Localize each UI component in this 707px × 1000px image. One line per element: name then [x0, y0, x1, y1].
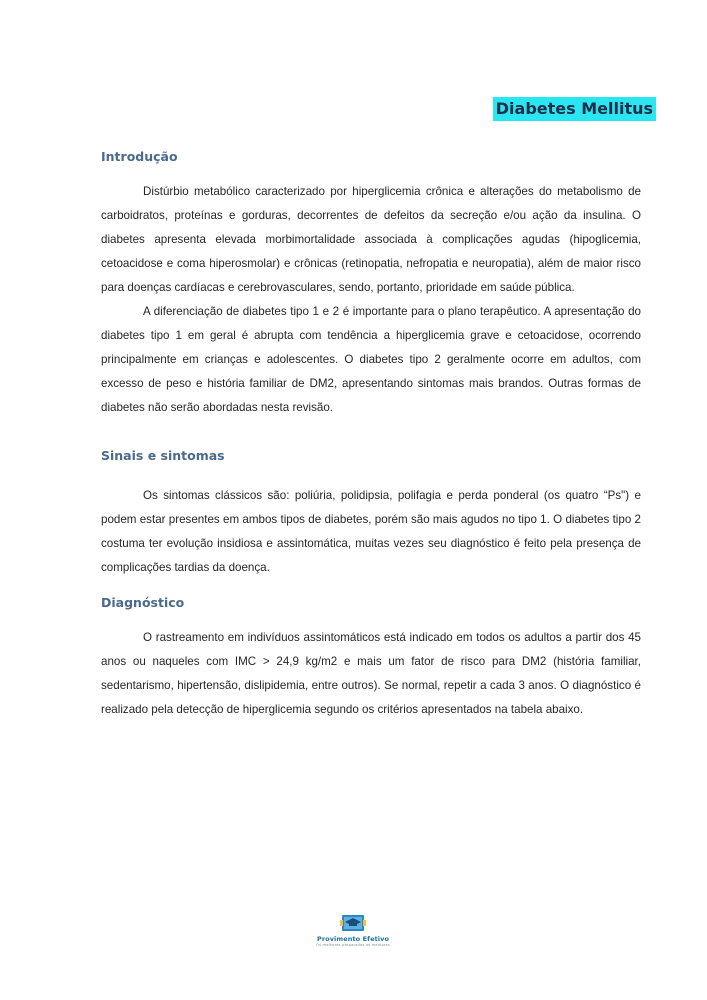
section-heading-sinais: Sinais e sintomas — [101, 448, 225, 463]
paragraph: O rastreamento em indivíduos assintomáticos está indicado em todos os adultos a partir dos 45 anos ou naqueles com IMC > 24,9 kg/m2 e mais um fator de risco para DM2 (história familiar, sedentarismo, hipertensão, dislipidemia, entre outros). Se normal, repetir a cada 3 anos. O diagnóstico é realizado pela detecção de hiperglicemia segundo os critérios apresentados na tabela abaixo. — [101, 631, 641, 716]
logo-tagline: Os melhores preparados os melhores — [316, 943, 390, 947]
section-heading-diagnostico: Diagnóstico — [101, 595, 185, 610]
section-body-sinais — [101, 484, 641, 580]
footer-logo — [311, 912, 395, 947]
paragraph: A diferenciação de diabetes tipo 1 e 2 é importante para o plano terapêutico. A apresentação do diabetes tipo 1 em geral é abrupta com tendência a hiperglicemia grave e cetoacidose, ocorrendo principalmente em crianças e adolescentes. O diabetes tipo 2 geralmente ocorre em adultos, com excesso de peso e história familiar de DM2, apresentando sintomas mais brandos. Outras formas de diabetes não serão abordadas nesta revisão. — [101, 305, 641, 414]
section-heading-introducao: Introdução — [101, 149, 178, 164]
section-body-diagnostico — [101, 626, 641, 722]
logo-name: Provimento Efetivo — [316, 935, 390, 943]
paragraph: Os sintomas clássicos são: poliúria, polidipsia, polifagia e perda ponderal (os quatro “Ps") e podem estar presentes em ambos tipos de diabetes, porém são mais agudos no tipo 1. O diabetes tipo 2 costuma ter evolução insidiosa e assintomática, muitas vezes seu diagnóstico é feito pela presença de complicações tardias da doença. — [101, 489, 641, 574]
logo-graduation-icon — [340, 912, 366, 934]
paragraph: Distúrbio metabólico caracterizado por hiperglicemia crônica e alterações do metabolismo de carboidratos, proteínas e gorduras, decorrentes de defeitos da secreção e/ou ação da insulina. O diabetes apresenta elevada morbimortalidade associada à complicações agudas (hipoglicemia, cetoacidose e coma hiperosmolar) e crônicas (retinopatia, nefropatia e neuropatia), além de maior risco para doenças cardíacas e cerebrovasculares, sendo, portanto, prioridade em saúde pública. — [101, 185, 641, 294]
title-container — [493, 97, 656, 121]
page-title: Diabetes Mellitus — [493, 97, 656, 121]
section-body-introducao — [101, 180, 641, 420]
